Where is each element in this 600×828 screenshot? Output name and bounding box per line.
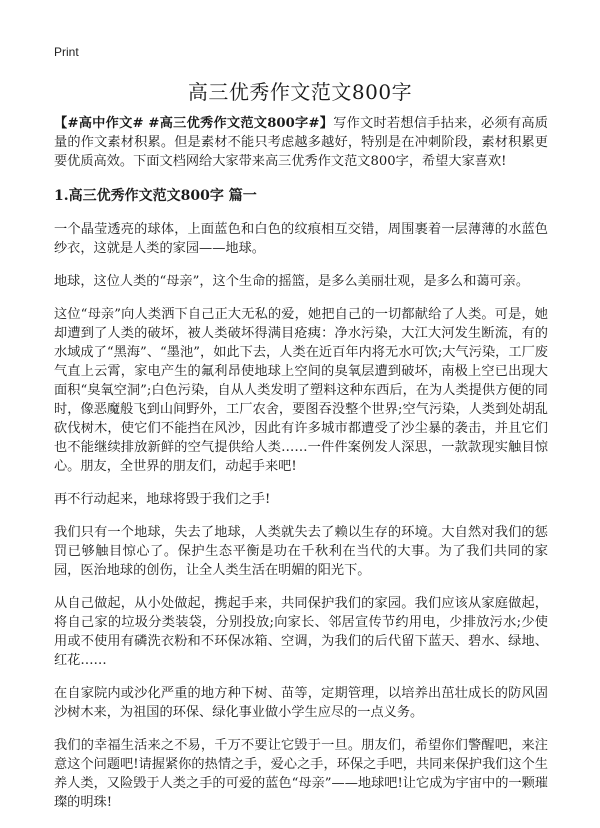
body-paragraph: 再不行动起来，地球将毁于我们之手!	[54, 492, 271, 507]
document-title: 高三优秀作文范文800字	[187, 80, 413, 104]
intro-paragraph	[54, 114, 548, 171]
article-body	[54, 114, 548, 826]
body-paragraph: 一个晶莹透亮的球体，上面蓝色和白色的纹痕相互交错，周围裹着一层薄薄的水蓝色纱衣，这就是人类的家园——地球。	[54, 222, 548, 256]
body-paragraph: 从自己做起，从小处做起，携起手来，共同保护我们的家园。我们应该从家庭做起，将自己家的垃圾分类装袋，分别投放;向家长、邻居宣传节约用电，少排放污水;少使用或不使用有磷洗衣粉和不环保冰箱、空调，为我们的后代留下蓝天、碧水、绿地、红花……	[54, 596, 548, 668]
body-paragraph: 地球，这位人类的“母亲”，这个生命的摇篮，是多么美丽壮观，是多么和蔼可亲。	[54, 274, 530, 289]
body-paragraph: 我们只有一个地球，失去了地球，人类就失去了赖以生存的环境。大自然对我们的惩罚已够触目惊心了。保护生态平衡是功在千秋利在当代的大事。为了我们共同的家园，医治地球的创伤，让全人类生活在明媚的阳光下。	[54, 525, 548, 578]
body-paragraph: 我们的幸福生活来之不易，千万不要让它毁于一旦。朋友们，希望你们警醒吧，来注意这个问题吧!请握紧你的热情之手，爱心之手，环保之手吧，共同来保护我们这个生养人类，又险毁于人类之手的可爱的蓝色“母亲”——地球吧!让它成为宇宙中的一颗璀璨的明珠!	[54, 738, 548, 810]
section-heading: 1.高三优秀作文范文800字 篇一	[54, 188, 257, 204]
intro-text: 写作文时若想信手拈来，必须有高质量的作文素材积累。但是素材不能只考虑越多越好，特别是在冲刺阶段，素材积累更要优质高效。下面文档网给大家带来高三优秀作文范文800字，希望大家喜欢!	[54, 116, 548, 169]
body-paragraph: 在自家院内或沙化严重的地方种下树、苗等，定期管理，以培养出茁壮成长的防风固沙树木来，为祖国的环保、绿化事业做小学生应尽的一点义务。	[54, 686, 548, 720]
intro-tags: 【#高中作文# #高三优秀作文范文800字#】	[54, 116, 334, 131]
body-paragraph: 这位“母亲”向人类洒下自己正大无私的爱，她把自己的一切都献给了人类。可是，她却遭到了人类的破坏，被人类破坏得满目疮痍：净水污染，大江大河发生断流，有的水域成了“黑海”、“墨池”，如此下去，人类在近百年内将无水可饮;大气污染，工厂废气直上云霄，家电产生的氟利昂使地球上空间的臭氧层遭到破坏，南极上空已出现大面积“臭氧空洞”;白色污染，自从人类发明了塑料这种东西后，在为人类提供方便的同时，像恶魔般飞到山间野外，工厂农舍，要图吞没整个世界;空气污染，人类到处胡乱砍伐树木，使它们不能挡在风沙，因此有许多城市都遭受了沙尘暴的袭击，并且它们也不能继续排放新鲜的空气提供给人类……一件件案例发人深思，一款款现实触目惊心。朋友，全世界的朋友们，动起手来吧!	[54, 307, 548, 474]
print-link[interactable]: Print	[54, 45, 79, 59]
